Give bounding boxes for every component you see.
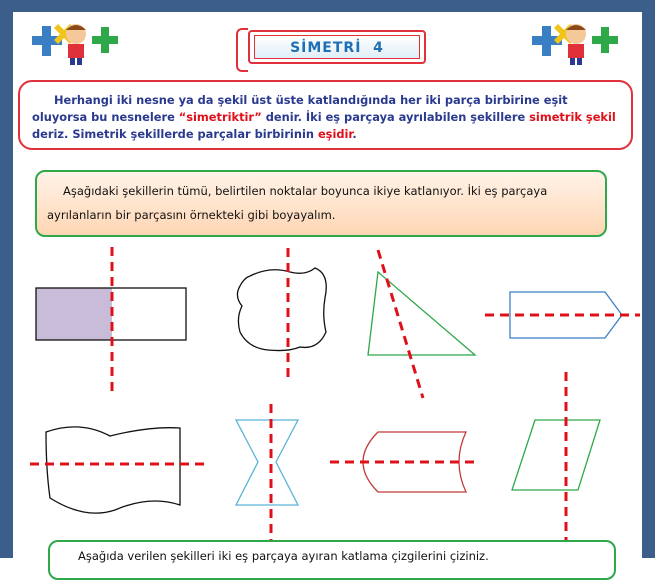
term-esidir: eşidir — [317, 127, 353, 141]
instruction-line-2: ayrılanların bir parçasını örnekteki gibi boyayalım. — [47, 208, 336, 222]
example-rectangle-shaded-half — [36, 288, 112, 340]
right-triangle-shape — [368, 272, 475, 355]
irregular-blob-shape — [237, 268, 326, 351]
wavy-flag-shape — [46, 427, 180, 513]
definition-text-3a: deriz. Simetrik şekillerde parçalar birbirinin — [32, 127, 318, 141]
page-title: SİMETRİ 4 — [254, 35, 420, 59]
bottom-instruction-text: Aşağıda verilen şekilleri iki eş parçaya ayıran katlama çizgilerini çiziniz. — [78, 549, 489, 563]
term-simetriktir: “simetriktir” — [178, 110, 262, 124]
bottom-instruction-box — [48, 540, 616, 580]
hourglass-shape — [236, 420, 298, 505]
instruction-line-1: Aşağıdaki şekillerin tümü, belirtilen noktalar boyunca ikiye katlanıyor. İki eş parçaya — [63, 184, 548, 198]
definition-text-2a: oluyorsa bu nesnelere — [32, 110, 179, 124]
parallelogram-shape — [512, 420, 600, 490]
term-simetrik-sekil: simetrik şekil — [529, 110, 616, 124]
definition-text-2c: denir. İki eş parçaya ayrılabilen şekillere — [261, 110, 530, 124]
fold-line-triangle — [378, 250, 423, 398]
definition-text-3c: . — [352, 127, 357, 141]
definition-text-1: Herhangi iki nesne ya da şekil üst üste katlandığında her iki parça birbirine eşit — [54, 93, 568, 107]
